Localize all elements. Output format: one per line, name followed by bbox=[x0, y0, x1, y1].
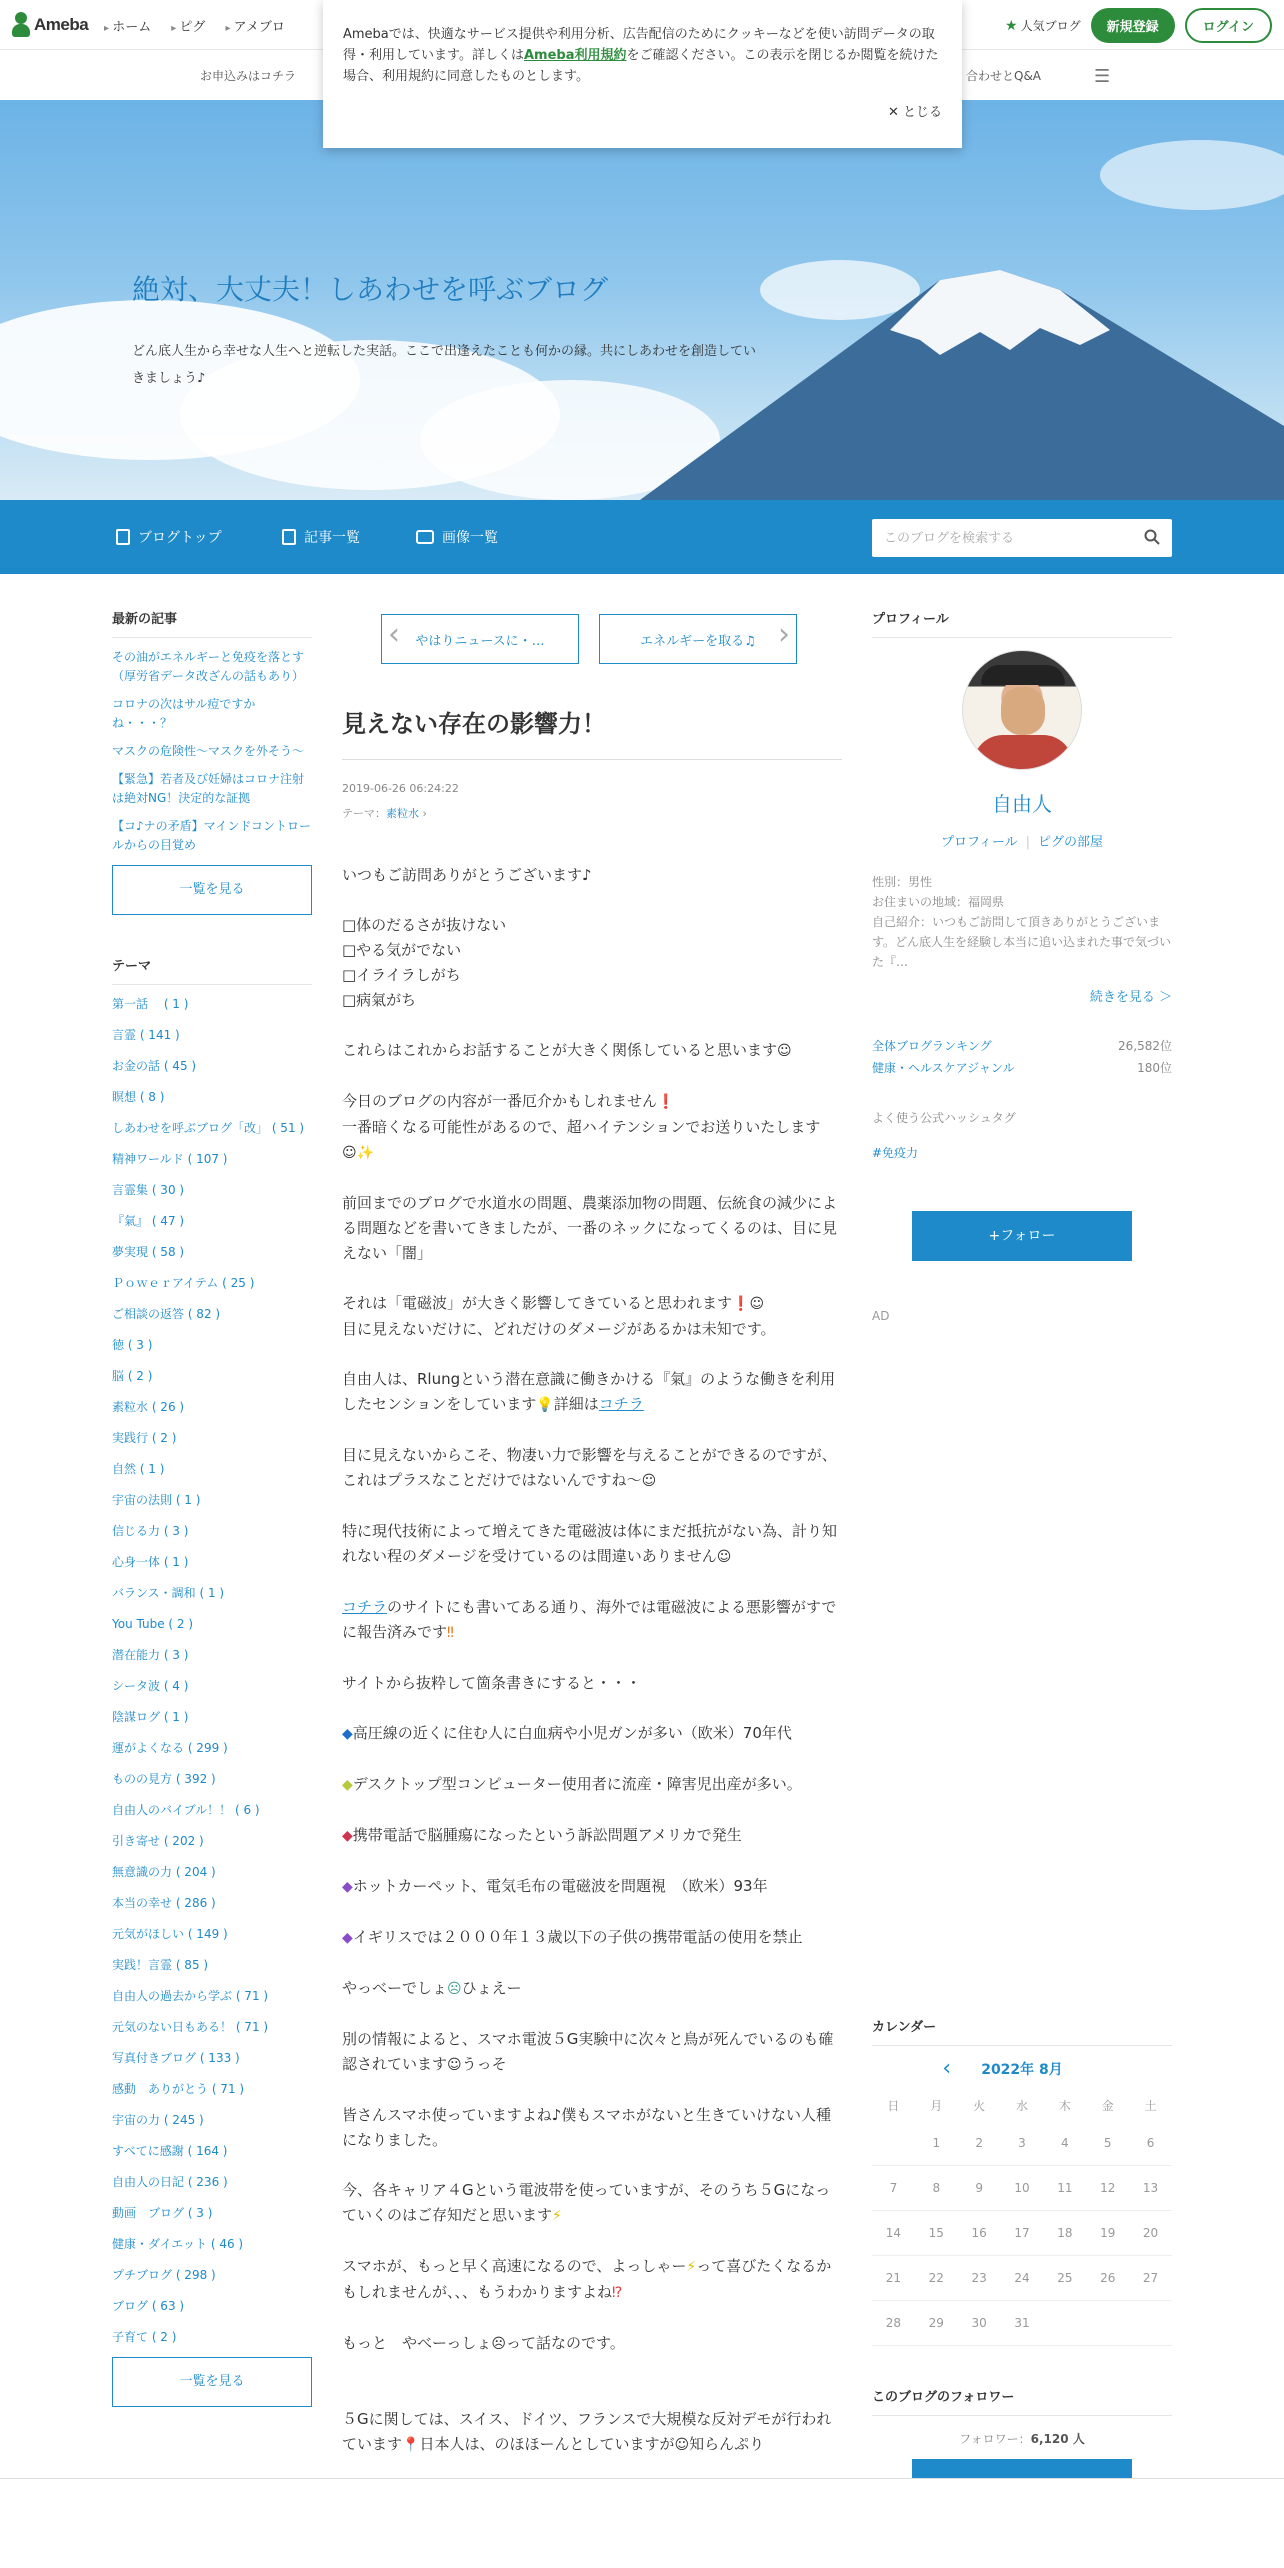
paragraph-text: って喜びたくなるかもしれませんが、、、もうわかりますよね bbox=[342, 2257, 832, 2301]
theme-heading: テーマ bbox=[112, 955, 312, 985]
calendar-day[interactable]: 1 bbox=[915, 2121, 958, 2166]
chevron-right-icon: › bbox=[419, 807, 427, 820]
theme-link[interactable]: 脳 ( 2 ) bbox=[112, 1369, 153, 1383]
apply-link[interactable]: お申込みはコチラ bbox=[200, 69, 297, 83]
left-sidebar bbox=[112, 608, 312, 2447]
face-emoji-icon: ☺ bbox=[674, 2437, 690, 2453]
calendar-day[interactable]: 9 bbox=[958, 2166, 1001, 2211]
theme-link[interactable]: 元気がほしい ( 149 ) bbox=[112, 1927, 228, 1941]
document-icon bbox=[116, 529, 130, 545]
green-gem-icon: ◆ bbox=[342, 1777, 353, 1793]
profile-heading: プロフィール bbox=[872, 608, 1172, 638]
paragraph-text: やっべーでしょ bbox=[342, 1979, 448, 1997]
list-item bbox=[342, 1772, 842, 1798]
calendar-day[interactable]: 26 bbox=[1086, 2256, 1129, 2301]
article-list-label: 記事一覧 bbox=[304, 530, 360, 546]
theme-list bbox=[112, 995, 312, 2346]
calendar-day[interactable]: 17 bbox=[1001, 2211, 1044, 2256]
theme-link[interactable]: 陰謀ログ ( 1 ) bbox=[112, 1710, 189, 1724]
purple-gem-icon: ◆ bbox=[342, 1879, 353, 1895]
lightning-icon: ⚡ bbox=[552, 2208, 562, 2224]
cookie-text-after: をご確認ください。この表示を閉じるか閲覧を続けた場合、利用規約に同意したものとします。 bbox=[343, 48, 939, 84]
theme-link[interactable]: 言霊集 ( 30 ) bbox=[112, 1183, 185, 1197]
theme-link[interactable]: 本当の幸せ ( 286 ) bbox=[112, 1896, 216, 1910]
theme-link[interactable]: Ｐｏｗｅｒアイテム ( 25 ) bbox=[112, 1276, 255, 1290]
calendar-day[interactable]: 11 bbox=[1043, 2166, 1086, 2211]
paragraph bbox=[342, 1443, 842, 1494]
theme-link[interactable]: 健康・ダイエット ( 46 ) bbox=[112, 2237, 244, 2251]
paragraph-text: 詳細は bbox=[553, 1395, 599, 1413]
calendar-grid bbox=[872, 2091, 1172, 2346]
footer-bar bbox=[0, 2478, 1284, 2568]
list-item bbox=[342, 1823, 842, 1849]
theme-link[interactable]: 自然 ( 1 ) bbox=[112, 1462, 165, 1476]
faq-link[interactable]: 合わせとQ&A bbox=[966, 69, 1042, 83]
shocked-face-icon: ☹ bbox=[491, 2336, 507, 2352]
theme-link[interactable]: 感動 ありがとう ( 71 ) bbox=[112, 2082, 245, 2096]
pin-icon: 📍 bbox=[402, 2437, 420, 2453]
lightning-icon: ⚡ bbox=[686, 2259, 697, 2275]
calendar-day[interactable]: 25 bbox=[1043, 2256, 1086, 2301]
theme-link[interactable]: シータ波 ( 4 ) bbox=[112, 1679, 189, 1693]
calendar-day[interactable]: 24 bbox=[1001, 2256, 1044, 2301]
blog-title[interactable]: 絶対、大丈夫！しあわせを呼ぶブログ bbox=[132, 273, 609, 306]
paragraph bbox=[342, 1519, 842, 1570]
terms-link[interactable]: Ameba利用規約 bbox=[523, 48, 627, 63]
checklist bbox=[342, 913, 842, 1013]
theme-link[interactable]: 引き寄せ ( 202 ) bbox=[112, 1834, 204, 1848]
ameba-logo-icon bbox=[12, 12, 30, 38]
article-body bbox=[342, 863, 842, 2458]
theme-link[interactable]: 自由人の過去から学ぶ ( 71 ) bbox=[112, 1989, 269, 2003]
paragraph bbox=[342, 2331, 842, 2357]
calendar-header bbox=[872, 2056, 1172, 2081]
paragraph-text: 一番暗くなる可能性があるので、超ハイテンションでお送りいたします bbox=[342, 1118, 821, 1136]
list-item-text: ホットカーペット、電気毛布の電磁波を問題視 （欧米）93年 bbox=[352, 1877, 768, 1895]
list-item-text: イギリスでは２０００年１３歳以下の子供の携帯電話の使用を禁止 bbox=[352, 1928, 803, 1946]
calendar-day[interactable]: 4 bbox=[1043, 2121, 1086, 2166]
calendar-day[interactable]: 20 bbox=[1129, 2211, 1172, 2256]
followers-label: フォロワー： bbox=[959, 2432, 1031, 2446]
profile-region: お住まいの地域：福岡県 bbox=[872, 895, 1005, 909]
theme-link[interactable]: 素粒水 ( 26 ) bbox=[112, 1400, 185, 1414]
theme-link[interactable]: 実践！言霊 ( 85 ) bbox=[112, 1958, 209, 1972]
theme-link[interactable]: 自由人のバイブル！！ ( 6 ) bbox=[112, 1803, 260, 1817]
theme-link[interactable]: 実践行 ( 2 ) bbox=[112, 1431, 177, 1445]
prev-article-link[interactable]: ‹ やはりニュースに・… bbox=[381, 614, 579, 664]
theme-link[interactable]: バランス・調和 ( 1 ) bbox=[112, 1586, 225, 1600]
blog-nav bbox=[0, 500, 1284, 574]
calendar-weekday: 水 bbox=[1015, 2099, 1028, 2113]
calendar-weekday: 木 bbox=[1058, 2099, 1071, 2113]
calendar-weekday: 火 bbox=[973, 2099, 986, 2113]
nav-ameblo[interactable]: ▸ アメブロ bbox=[225, 16, 284, 35]
header-actions bbox=[1005, 8, 1272, 43]
latest-article-link[interactable]: その油がエネルギーと免疫を落とす（厚労省データ改ざんの話もあり） bbox=[112, 650, 305, 683]
paragraph-text: スマホが、もっと早く高速になるので、よっしゃー bbox=[342, 2257, 687, 2275]
theme-link[interactable]: 潜在能力 ( 3 ) bbox=[112, 1648, 189, 1662]
theme-link[interactable]: 無意識の力 ( 204 ) bbox=[112, 1865, 216, 1879]
paragraph bbox=[342, 2254, 842, 2306]
calendar-day[interactable]: 31 bbox=[1001, 2301, 1044, 2346]
latest-more-button[interactable]: 一覧を見る bbox=[112, 865, 312, 915]
theme-link[interactable]: 言霊 ( 141 ) bbox=[112, 1028, 180, 1042]
paragraph-text: それは「電磁波」が大きく影響してきていると思われます bbox=[342, 1294, 733, 1312]
cookie-close-label: とじる bbox=[902, 105, 942, 120]
theme-link[interactable]: 『氣』 ( 47 ) bbox=[112, 1214, 185, 1228]
calendar-day[interactable]: 3 bbox=[1001, 2121, 1044, 2166]
paragraph: 皆さんスマホ使っていますよね♪僕もスマホがないと生きていけない人種になりました。 bbox=[342, 2106, 831, 2149]
profile-link[interactable]: プロフィール bbox=[940, 835, 1018, 850]
calendar-day[interactable]: 7 bbox=[872, 2166, 915, 2211]
smile-emoji-icon: ☺✨ bbox=[342, 1145, 375, 1161]
checklist-item: □体のだるさが抜けない bbox=[342, 916, 507, 934]
next-article-link[interactable]: エネルギーを取る♫ › bbox=[599, 614, 797, 664]
paragraph-text: 自由人は、Rlungという潜在意識に働きかける『氣』のような働きを利用したセンションをしています bbox=[342, 1370, 836, 1413]
paragraph-text: 目に見えないだけに、どれだけのダメージがあるかは未知です。 bbox=[342, 1320, 776, 1338]
genre-ranking-link[interactable]: 健康・ヘルスケアジャンル bbox=[872, 1061, 1015, 1075]
theme-link[interactable]: プチブログ ( 298 ) bbox=[112, 2268, 216, 2282]
blog-hero bbox=[0, 100, 1284, 500]
right-sidebar bbox=[872, 608, 1172, 1323]
calendar-day bbox=[1086, 2301, 1129, 2346]
followers-count bbox=[872, 2430, 1172, 2447]
calendar-day bbox=[1043, 2301, 1086, 2346]
purple-gem-icon: ◆ bbox=[342, 1930, 353, 1946]
checklist-item: □やる気がでない bbox=[342, 941, 462, 959]
profile-links bbox=[872, 831, 1172, 850]
profile-gender: 性別：男性 bbox=[872, 875, 933, 889]
theme-link[interactable]: ブログ ( 63 ) bbox=[112, 2299, 185, 2313]
pig-room-link[interactable]: ピグの部屋 bbox=[1038, 835, 1104, 850]
face-emoji-icon: ☺ bbox=[447, 2057, 462, 2073]
calendar-day[interactable]: 22 bbox=[915, 2256, 958, 2301]
calendar-day[interactable]: 28 bbox=[872, 2301, 915, 2346]
calendar-day[interactable]: 6 bbox=[1129, 2121, 1172, 2166]
calendar-month: 2022年 8月 bbox=[981, 2061, 1063, 2078]
exclamation-icon: ❗ bbox=[732, 1296, 750, 1312]
theme-label: テーマ： bbox=[342, 807, 386, 820]
theme-link[interactable]: 元気のない日もある！ ( 71 ) bbox=[112, 2020, 269, 2034]
theme-link[interactable]: 写真付きブログ ( 133 ) bbox=[112, 2051, 240, 2065]
paragraph-text: ひょえー bbox=[461, 1979, 522, 1997]
calendar-weekday: 土 bbox=[1144, 2099, 1157, 2113]
paragraph bbox=[342, 2407, 842, 2458]
chevron-left-icon[interactable]: ‹ bbox=[942, 2056, 952, 2081]
theme-link[interactable]: 心身一体 ( 1 ) bbox=[112, 1555, 189, 1569]
calendar-day[interactable]: 15 bbox=[915, 2211, 958, 2256]
paragraph-text: ５Gに関しては、スイス、ドイツ、フランスで大規模な反対デモが行われています bbox=[342, 2410, 832, 2453]
theme-link[interactable]: お金の話 ( 45 ) bbox=[112, 1059, 197, 1073]
theme-link[interactable]: すべてに感謝 ( 164 ) bbox=[112, 2144, 228, 2158]
cookie-text bbox=[343, 24, 942, 87]
profile-intro: 自己紹介：いつもご訪問して頂きありがとうございます。どん底人生を経験し本当に追い込まれた事で気づいた『… bbox=[872, 915, 1172, 969]
calendar-weekday: 金 bbox=[1101, 2099, 1114, 2113]
exclamation-question-icon: ⁉ bbox=[612, 2285, 623, 2301]
image-list-label: 画像一覧 bbox=[442, 530, 498, 546]
paragraph: 前回までのブログで水道水の問題、農薬添加物の問題、伝統食の減少による問題などを書いてきましたが、一番のネックになってくるのは、目に見えない「闇」 bbox=[342, 1194, 838, 1262]
calendar-day[interactable]: 16 bbox=[958, 2211, 1001, 2256]
avatar[interactable] bbox=[962, 650, 1082, 770]
blog-top-link[interactable] bbox=[116, 527, 222, 547]
calendar-day[interactable]: 30 bbox=[958, 2301, 1001, 2346]
theme-link[interactable]: ものの見方 ( 392 ) bbox=[112, 1772, 216, 1786]
paragraph-text: って話なのです。 bbox=[506, 2334, 625, 2352]
paragraph bbox=[342, 1089, 842, 1166]
checklist-item: □イライラしがち bbox=[342, 966, 461, 984]
latest-articles bbox=[112, 648, 312, 855]
theme-link[interactable]: 子育て ( 2 ) bbox=[112, 2330, 177, 2344]
list-item bbox=[342, 1721, 842, 1747]
calendar-day[interactable]: 14 bbox=[872, 2211, 915, 2256]
calendar-day[interactable]: 27 bbox=[1129, 2256, 1172, 2301]
paragraph-text: 知らんぷり bbox=[689, 2435, 765, 2453]
hashtag-link[interactable]: #免疫力 bbox=[872, 1146, 919, 1160]
calendar-day bbox=[872, 2121, 915, 2166]
theme-link[interactable]: You Tube ( 2 ) bbox=[112, 1617, 194, 1631]
theme-link[interactable]: 宇宙の法則 ( 1 ) bbox=[112, 1493, 201, 1507]
theme-link[interactable]: 瞑想 ( 8 ) bbox=[112, 1090, 165, 1104]
list-item bbox=[342, 1925, 842, 1951]
followers-heading: このブログのフォロワー bbox=[872, 2386, 1172, 2416]
paragraph-text: のサイトにも書いてある通り、海外では電磁波による悪影響がすでに報告済みです bbox=[342, 1598, 837, 1641]
ranking bbox=[872, 1035, 1172, 1079]
calendar-day[interactable]: 10 bbox=[1001, 2166, 1044, 2211]
paragraph bbox=[342, 2178, 842, 2229]
red-gem-icon: ◆ bbox=[342, 1828, 353, 1844]
ameba-logo[interactable] bbox=[12, 12, 88, 38]
copy-icon bbox=[282, 529, 296, 545]
paragraph-text: 今、各キャリア４Gという電波帯を使っていますが、そのうち５Gになっていくのはご存知だと思います bbox=[342, 2181, 831, 2224]
calendar-day bbox=[1129, 2301, 1172, 2346]
followers-number: 6,120 人 bbox=[1030, 2432, 1085, 2446]
theme-link[interactable]: 運がよくなる ( 299 ) bbox=[112, 1741, 228, 1755]
popular-blogs-link[interactable] bbox=[1005, 17, 1081, 34]
theme-link[interactable]: 徳 ( 3 ) bbox=[112, 1338, 153, 1352]
latest-article-link[interactable]: マスクの危険性〜マスクを外そう〜 bbox=[112, 744, 305, 758]
article-theme-link[interactable]: 素粒水 bbox=[386, 807, 419, 820]
calendar-weekday: 日 bbox=[887, 2099, 900, 2113]
double-exclamation-icon: ‼ bbox=[447, 1625, 454, 1641]
paragraph-text: 目に見えないからこそ、物凄い力で影響を与えることができるのですが、これはプラスなことだけではないんですね〜 bbox=[342, 1446, 837, 1489]
article-title[interactable]: 見えない存在の影響力！ bbox=[342, 704, 842, 760]
camera-icon bbox=[416, 530, 434, 544]
list-item-text: 高圧線の近くに住む人に白血病や小児ガンが多い（欧米）70年代 bbox=[352, 1724, 792, 1742]
theme-link[interactable]: 動画 ブログ ( 3 ) bbox=[112, 2206, 213, 2220]
ad-label: AD bbox=[872, 1309, 890, 1323]
calendar-day[interactable]: 29 bbox=[915, 2301, 958, 2346]
profile-name[interactable]: 自由人 bbox=[992, 792, 1052, 816]
theme-link[interactable]: 宇宙の力 ( 245 ) bbox=[112, 2113, 204, 2127]
lightbulb-icon: 💡 bbox=[536, 1397, 554, 1413]
paragraph bbox=[342, 1976, 842, 2002]
paragraph-text: これらはこれからお話することが大きく関係していると思います bbox=[342, 1041, 778, 1059]
calendar-day[interactable]: 5 bbox=[1086, 2121, 1129, 2166]
calendar-day[interactable]: 13 bbox=[1129, 2166, 1172, 2211]
hashtag-heading: よく使う公式ハッシュタグ bbox=[872, 1111, 1016, 1125]
calendar-day[interactable]: 2 bbox=[958, 2121, 1001, 2166]
article bbox=[342, 614, 842, 2483]
calendar-weekday: 月 bbox=[930, 2099, 943, 2113]
latest-heading: 最新の記事 bbox=[112, 608, 312, 638]
blog-description: どん底人生から幸せな人生へと逆転した実話。ここで出逢えたことも何かの縁。共にしあわせを創造していきましょう♪ bbox=[132, 344, 757, 386]
paragraph bbox=[342, 1291, 842, 1342]
paragraph-text: 特に現代技術によって増えてきた電磁波は体にまだ抵抗がない為、計り知れない程のダメージを受けているのは間違いありません bbox=[342, 1522, 838, 1565]
logo-text: Ameba bbox=[34, 15, 89, 34]
calendar-day[interactable]: 21 bbox=[872, 2256, 915, 2301]
theme-link[interactable]: 夢実現 ( 58 ) bbox=[112, 1245, 185, 1259]
theme-link[interactable]: 信じる力 ( 3 ) bbox=[112, 1524, 189, 1538]
blog-search-input[interactable] bbox=[872, 519, 1122, 557]
paragraph bbox=[342, 1367, 842, 1418]
exclamation-icon: ❗ bbox=[657, 1094, 675, 1110]
face-emoji-icon: ☺ bbox=[749, 1296, 765, 1312]
star-icon: ★ bbox=[1005, 17, 1018, 34]
overall-ranking-link[interactable]: 全体ブログランキング bbox=[872, 1039, 992, 1053]
hamburger-menu-icon[interactable]: ☰ bbox=[1094, 66, 1111, 87]
blog-top-label: ブログトップ bbox=[138, 530, 222, 546]
calendar-day[interactable]: 8 bbox=[915, 2166, 958, 2211]
cookie-close-button[interactable] bbox=[888, 101, 942, 120]
theme-more-button[interactable]: 一覧を見る bbox=[112, 2357, 312, 2407]
face-emoji-icon: ☺ bbox=[716, 1549, 732, 1565]
paragraph: サイトから抜粋して箇条書きにすると・・・ bbox=[342, 1674, 641, 1692]
theme-link[interactable]: 第一話 ( 1 ) bbox=[112, 997, 189, 1011]
paragraph-text: 日本人は、のほほーんとしていますが bbox=[419, 2435, 675, 2453]
latest-article-link[interactable]: 【コ♪ナの矛盾】マインドコントロールからの目覚め bbox=[112, 819, 311, 852]
latest-article-link[interactable]: 【緊急】若者及び妊婦はコロナ注射は絶対NG！決定的な証拠 bbox=[112, 772, 305, 805]
paragraph-text: もっと やべーっしょ bbox=[342, 2334, 492, 2352]
close-icon: ✕ bbox=[887, 105, 903, 120]
detail-link[interactable]: コチラ bbox=[598, 1395, 644, 1413]
theme-link[interactable]: 自由人の日記 ( 236 ) bbox=[112, 2175, 228, 2189]
paragraph bbox=[342, 1038, 842, 1064]
cookie-notice bbox=[323, 0, 962, 148]
paragraph-text: うっそ bbox=[461, 2055, 507, 2073]
calendar-day[interactable]: 19 bbox=[1086, 2211, 1129, 2256]
list-item-text: デスクトップ型コンピューター使用者に流産・障害児出産が多い。 bbox=[352, 1775, 802, 1793]
calendar-day[interactable]: 23 bbox=[958, 2256, 1001, 2301]
read-more-link[interactable]: 続きを見る ＞ bbox=[1089, 990, 1172, 1005]
face-emoji-icon: ☺ bbox=[641, 1473, 657, 1489]
face-emoji-icon: ☺ bbox=[777, 1043, 792, 1059]
list-item-text: 携帯電話で脳腫瘍になったという訴訟問題アメリカで発生 bbox=[352, 1826, 742, 1844]
overall-ranking-value: 26,582位 bbox=[1118, 1039, 1172, 1053]
ranking-row bbox=[872, 1057, 1172, 1079]
list-item bbox=[342, 1874, 842, 1900]
follow-button[interactable]: +フォロー bbox=[912, 1211, 1132, 1261]
theme-link[interactable]: 精神ワールド ( 107 ) bbox=[112, 1152, 228, 1166]
paragraph bbox=[342, 1595, 842, 1646]
calendar-day[interactable]: 18 bbox=[1043, 2211, 1086, 2256]
calendar-day[interactable]: 12 bbox=[1086, 2166, 1129, 2211]
genre-ranking-value: 180位 bbox=[1137, 1061, 1172, 1075]
profile-info bbox=[872, 872, 1172, 972]
blog-search bbox=[872, 519, 1172, 557]
divider: | bbox=[1025, 835, 1031, 850]
checklist-item: □病氣がち bbox=[342, 991, 417, 1009]
search-icon[interactable] bbox=[1144, 529, 1160, 545]
latest-article-link[interactable]: コロナの次はサル痘ですかね・・・？ bbox=[112, 697, 256, 730]
article-date: 2019-06-26 06:24:22 bbox=[342, 782, 459, 795]
popular-label: 人気ブログ bbox=[1020, 19, 1081, 33]
paragraph-text: 別の情報によると、スマホ電波５G実験中に次々と鳥が死んでいるのも確認されています bbox=[342, 2030, 834, 2073]
ranking-row bbox=[872, 1035, 1172, 1057]
shocked-face-icon: ☹ bbox=[447, 1981, 462, 1997]
calendar bbox=[872, 2016, 1172, 2346]
cookie-text-before: Amebaでは、快適なサービス提供や利用分析、広告配信のためにクッキーなどを使い訪問データの取得・利用しています。詳しくは bbox=[343, 27, 935, 63]
article-theme bbox=[342, 805, 842, 821]
calendar-heading: カレンダー bbox=[872, 2016, 1172, 2046]
paragraph-text: 今日のブログの内容が一番厄介かもしれません bbox=[342, 1092, 658, 1110]
paragraph: いつもご訪問ありがとうございます♪ bbox=[342, 866, 592, 884]
theme-link[interactable]: ご相談の返答 ( 82 ) bbox=[112, 1307, 221, 1321]
paragraph bbox=[342, 2027, 842, 2078]
site-link[interactable]: コチラ bbox=[342, 1598, 388, 1616]
nav-home[interactable]: ▸ ホーム bbox=[104, 16, 151, 35]
article-list-link[interactable] bbox=[282, 527, 360, 547]
login-button[interactable]: ログイン bbox=[1185, 8, 1272, 43]
nav-pigg[interactable]: ▸ ピグ bbox=[171, 16, 205, 35]
article-pager bbox=[336, 614, 842, 664]
theme-link[interactable]: しあわせを呼ぶブログ「改」 ( 51 ) bbox=[112, 1121, 305, 1135]
global-nav bbox=[104, 16, 285, 35]
register-button[interactable]: 新規登録 bbox=[1091, 8, 1175, 43]
image-list-link[interactable] bbox=[416, 527, 498, 547]
blue-gem-icon: ◆ bbox=[342, 1726, 353, 1742]
